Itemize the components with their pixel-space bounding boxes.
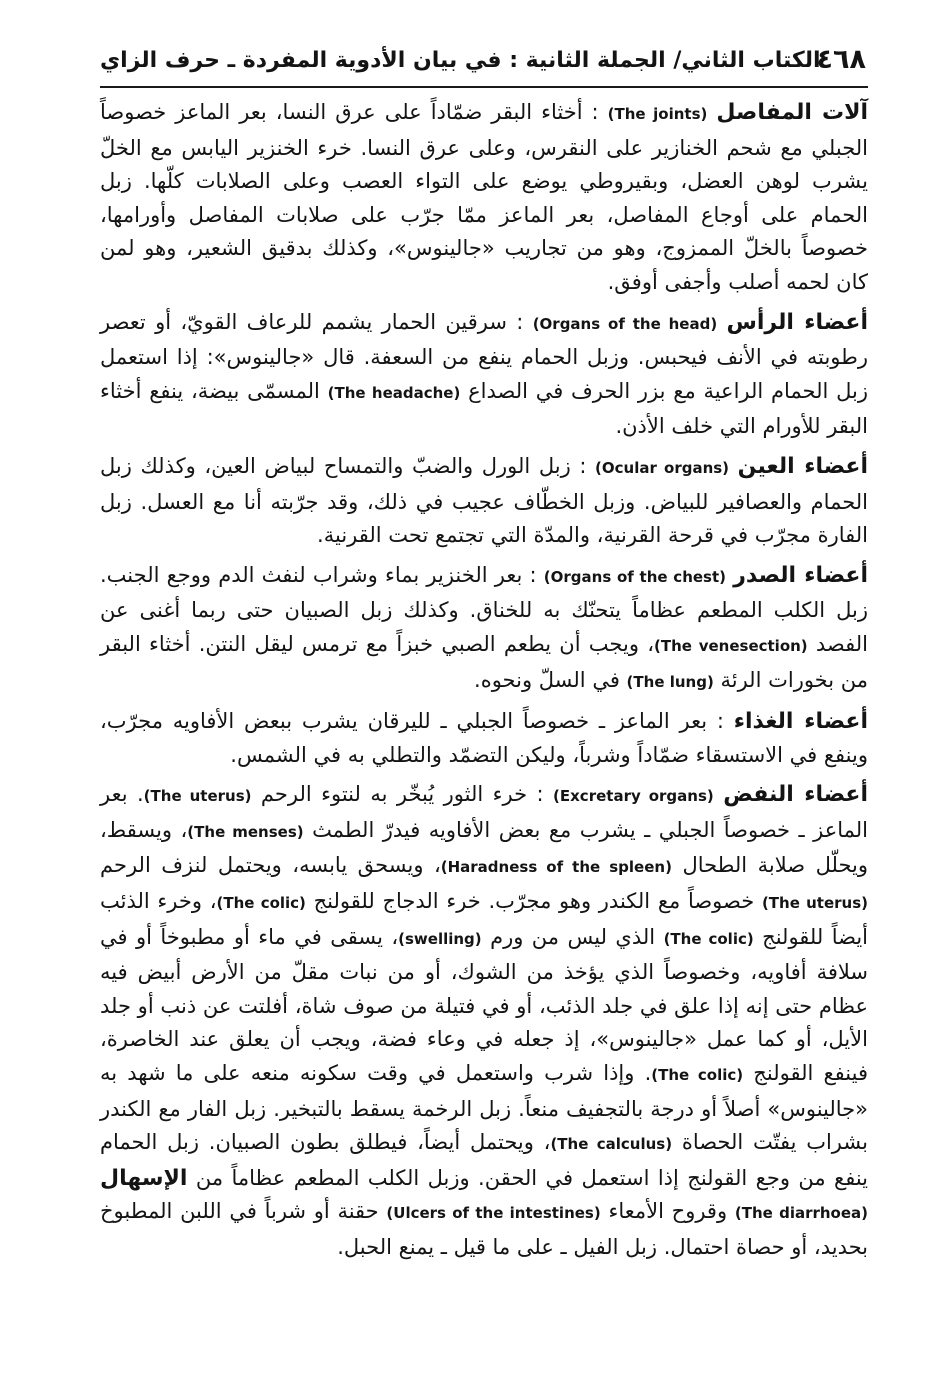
entry-english-term: (The joints) bbox=[607, 105, 708, 123]
entry-nutrition-organs bbox=[100, 705, 868, 772]
entry-text: الذي ليس من ورم bbox=[481, 924, 664, 949]
english-gloss: (Haradness of the spleen) bbox=[440, 858, 672, 877]
english-gloss: (Ulcers of the intestines) bbox=[386, 1204, 601, 1223]
entry-text: في السلّ ونحوه. bbox=[474, 667, 627, 692]
entry-text: ، ويسقط، ويحلّل صلابة الطحال bbox=[100, 817, 869, 878]
entry-text: : خرء الثور يُبخّر به لنتوء الرحم bbox=[251, 782, 544, 807]
entry-english-term: (Organs of the head) bbox=[532, 314, 718, 333]
entry-ocular-organs bbox=[100, 450, 868, 553]
english-gloss: (The uterus) bbox=[143, 787, 252, 806]
entry-text: . بعر الماعز ـ خصوصاً الجبلي ـ يشرب مع بعض الأفاويه فيدرّ الطمث bbox=[100, 782, 868, 842]
entry-text: ، ويجب أن يطعم الصبي خبزاً مع ترمس ليقل النتن. أخثاء البقر من بخورات الرئة bbox=[100, 631, 868, 692]
english-gloss: (The uterus) bbox=[761, 894, 869, 913]
entry-text: ، يسقى في ماء أو مطبوخاً أو في سلافة أفاويه، وخصوصاً الذي يؤخذ من الشوك، أو من نبات مقلّ من الأرض أبيض فيه عظام حتى إنه إذا علق في جلد الذئب، أو في فتيلة من صوف شاة، أفلتت عن ذنب أو جلد الأيل، أو كما عمل «جالينوس»، إذ جعله في وعاء فضة، ويجب أن يعلق عند الخاصرة، فينفع القولنج bbox=[100, 924, 868, 1086]
bold-term: الإسهال bbox=[100, 1165, 188, 1191]
entry-english-term: (Ocular organs) bbox=[595, 458, 730, 477]
entry-text: ، وخرء الذئب أيضاً للقولنج bbox=[100, 889, 868, 949]
entry-text: : سرقين الحمار يشمم للرعاف القويّ، أو تعصر رطوبته في الأنف فيحبس. وزبل الحمام ينفع من السعفة. قال «جالينوس»: إذا استعمل زبل الحمام الراعية مع بزر الحرف في الصداع bbox=[100, 309, 868, 403]
english-gloss: (The colic) bbox=[663, 929, 754, 948]
english-gloss: (The lung) bbox=[626, 672, 714, 691]
entry-term: أعضاء الغذاء bbox=[733, 709, 868, 735]
english-gloss: (swelling) bbox=[398, 929, 482, 948]
page-header bbox=[100, 38, 868, 88]
entry-term: أعضاء العين bbox=[737, 453, 868, 479]
english-gloss: (The headache) bbox=[327, 383, 461, 402]
english-gloss: (The colic) bbox=[651, 1066, 744, 1085]
english-gloss: (The venesection) bbox=[653, 636, 808, 655]
entry-term: أعضاء الرأس bbox=[726, 309, 868, 335]
entry-text: . وإذا شرب واستعمل في وقت سكونه منعه على ما شهد به «جالينوس» أصلاً أو درجة بالتجفيف منعاً. زبل الرخمة يسقط بالتبخير. زبل الفار مع الكندر بشراب يفتّت الحصاة bbox=[100, 1061, 868, 1155]
entry-term: آلات المفاصل bbox=[716, 100, 868, 125]
english-gloss: (The colic) bbox=[216, 894, 306, 913]
entry-text: حقنة أو شرباً في اللبن المطبوخ بحديد، أو حصاة احتمال. زبل الفيل ـ على ما قيل ـ يمنع الحبل. bbox=[100, 1199, 868, 1259]
entry-term: أعضاء الصدر bbox=[733, 562, 868, 588]
entry-english-term: (Excretary organs) bbox=[553, 787, 714, 806]
entry-text: ، ويحتمل أيضاً، فيطلق بطون الصبيان. زبل الحمام ينفع من وجع القولنج إذا استعمل في الحقن. وزبل الكلب المطعم عظاماً من bbox=[100, 1130, 868, 1190]
entry-term: أعضاء النفض bbox=[723, 782, 868, 808]
entry-text: ، ويسحق يابسه، ويحتمل لنزف الرحم bbox=[100, 853, 441, 878]
english-gloss: (The diarrhoea) bbox=[734, 1204, 869, 1223]
entry-text: : زبل الورل والضبّ والتمساح لبياض العين، وكذلك زبل الحمام والعصافير للبياض. وزبل الخطّاف عجيب في ذلك، وقد جرّبته أنا مع العسل. زبل الفارة مجرّب في قرحة القرنية، والمدّة التي تجتمع تحت القرنية. bbox=[100, 453, 868, 548]
entry-text: خصوصاً مع الكندر وهو مجرّب. خرء الدجاج للقولنج bbox=[305, 889, 762, 914]
entry-text: المسمّى بيضة، ينفع أخثاء البقر للأورام التي خلف الأذن. bbox=[100, 378, 868, 439]
english-gloss: (The calculus) bbox=[550, 1135, 673, 1154]
entry-joints bbox=[100, 96, 868, 300]
running-title: الكتاب الثاني/ الجملة الثانية : في بيان الأدوية المفردة ـ حرف الزاي bbox=[100, 48, 821, 73]
entry-text: وقروح الأمعاء bbox=[600, 1199, 735, 1224]
entry-text: : بعر الخنزير بماء وشراب لنفث الدم ووجع الجنب. زبل الكلب المطعم عظاماً يتحنّك به للخناق. وكذلك زبل الصبيان حتى ربما أغنى عن الفصد bbox=[100, 562, 869, 656]
entry-text: : بعر الماعز ـ خصوصاً الجبلي ـ لليرقان يشرب ببعض الأفاويه مجرّب، وينفع في الاستسقاء ضمّاداً وشرباً، وليكن التضمّد والتطلي به في الشمس. bbox=[100, 709, 868, 767]
english-gloss: (The menses) bbox=[187, 822, 304, 841]
entry-text: : أخثاء البقر ضمّاداً على عرق النسا، بعر الماعز خصوصاً الجبلي مع شحم الخنازير على النقرس، وعلى عرق النسا. خرء الخنزير اليابس مع الخلّ يشرب لوهن العضل، وبقيروطي يوضع على التواء العصب وعلى الصلابات كلّها. زبل الحمام على أوجاع المفاصل، بعر الماعز ممّا جرّب على صلابات المفاصل وأورامها، خصوصاً بالخلّ الممزوج، وهو من تجاريب «جالينوس»، وكذلك بدقيق الشعير، وهو لمن كان لحمه أصلب وأجفى أوفق. bbox=[100, 100, 868, 294]
entry-head-organs bbox=[100, 306, 868, 444]
page-number: ٤٦٨ bbox=[816, 44, 866, 75]
entry-english-term: (Organs of the chest) bbox=[543, 567, 727, 586]
entry-chest-organs bbox=[100, 559, 868, 699]
page-body bbox=[100, 96, 868, 1265]
entry-excretory-organs bbox=[100, 778, 868, 1264]
